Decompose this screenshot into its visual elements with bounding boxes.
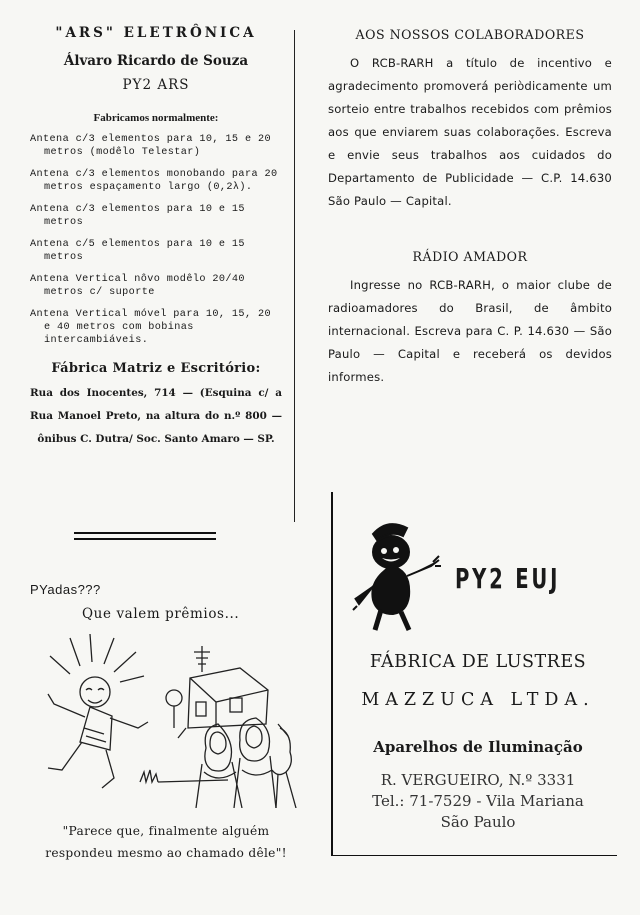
company-title: "ARS" ELETRÔNICA xyxy=(55,25,257,41)
contributors-body: O RCB-RARH a título de incentivo e agradecimento promoverá periòdicamente um sorteio entre trabalhos recebidos com prêmios aos que enviarem suas colaborações. Escreva e envie seus trabalhos aos cuidados do Departamento de Publicidade — C.P. 14.630 São Paulo — Capital. xyxy=(328,56,612,208)
pyadas-heading: PYadas??? xyxy=(30,582,101,597)
antenna-item: Antena Vertical nôvo modêlo 20/40 metros c/ suporte xyxy=(30,274,245,298)
ad-phone: Tel.: 71-7529 - Vila Mariana xyxy=(372,792,584,810)
contributors-heading: AOS NOSSOS COLABORADORES xyxy=(355,27,585,42)
antenna-item: Antena c/3 elementos monobando para 20 metros espaçamento largo (0,2λ). xyxy=(30,169,278,193)
grass-icon xyxy=(140,770,228,782)
factory-address: Rua dos Inocentes, 714 — (Esquina c/ a Rua Manoel Preto, na altura do n.º 800 — ônibus C. Dutra/ Soc. Santo Amaro — SP. xyxy=(30,387,282,445)
contributors-text xyxy=(328,52,612,213)
ad-street: R. VERGUEIRO, N.º 3331 xyxy=(380,771,576,789)
antenna-item: Antena c/3 elementos para 10 e 15 metros xyxy=(30,204,245,228)
products-heading: Fabricamos normalmente: xyxy=(93,112,219,124)
ad-border-bottom xyxy=(331,855,617,857)
notices-column xyxy=(328,22,612,389)
double-rule-bottom xyxy=(74,538,216,540)
ad-product: Aparelhos de Iluminação xyxy=(373,738,583,756)
antenna-item: Antena Vertical móvel para 10, 15, 20 e 40 metros com bobinas intercambiáveis. xyxy=(30,309,271,346)
mascot-figure-icon xyxy=(351,514,441,632)
excitement-lines-icon xyxy=(50,634,144,682)
column-divider xyxy=(294,30,295,522)
prizes-subheading: Que valem prêmios... xyxy=(82,606,240,622)
radio-body: Ingresse no RCB-RARH, o maior clube de radioamadores do Brasil, de âmbito internacional. Escreva para C. P. 14.630 — São Paulo — Capital e receberá os devidos informes. xyxy=(328,278,612,384)
ad-callsign: PY2 EUJ xyxy=(455,562,561,595)
ad-border-left xyxy=(331,492,333,856)
owner-callsign: PY2 ARS xyxy=(122,77,190,93)
antenna-item: Antena c/3 elementos para 10, 15 e 20 metros (modêlo Telestar) xyxy=(30,134,271,158)
tree-icon xyxy=(166,690,182,728)
house-antenna-icon xyxy=(178,646,288,738)
antenna-item: Antena c/5 elementos para 10 e 15 metros xyxy=(30,239,245,263)
owner-name: Álvaro Ricardo de Souza xyxy=(63,53,249,69)
ars-advertisement xyxy=(30,22,282,451)
running-man-icon xyxy=(48,677,148,788)
factory-heading: Fábrica Matriz e Escritório: xyxy=(51,361,261,376)
radio-text xyxy=(328,274,612,389)
ad-company-line2: MAZZUCA LTDA. xyxy=(361,690,595,710)
cartoon-illustration xyxy=(40,632,302,808)
cartoon-caption: "Parece que, finalmente alguém respondeu mesmo ao chamado dêle"! xyxy=(45,824,287,860)
radio-heading: RÁDIO AMADOR xyxy=(412,249,528,264)
ad-company-line1: FÁBRICA DE LUSTRES xyxy=(369,652,587,672)
ad-city: São Paulo xyxy=(440,813,516,831)
women-group-icon xyxy=(196,718,296,808)
double-rule-top xyxy=(74,532,216,534)
ad-contact xyxy=(347,770,609,833)
mazzuca-advertisement xyxy=(331,492,617,856)
